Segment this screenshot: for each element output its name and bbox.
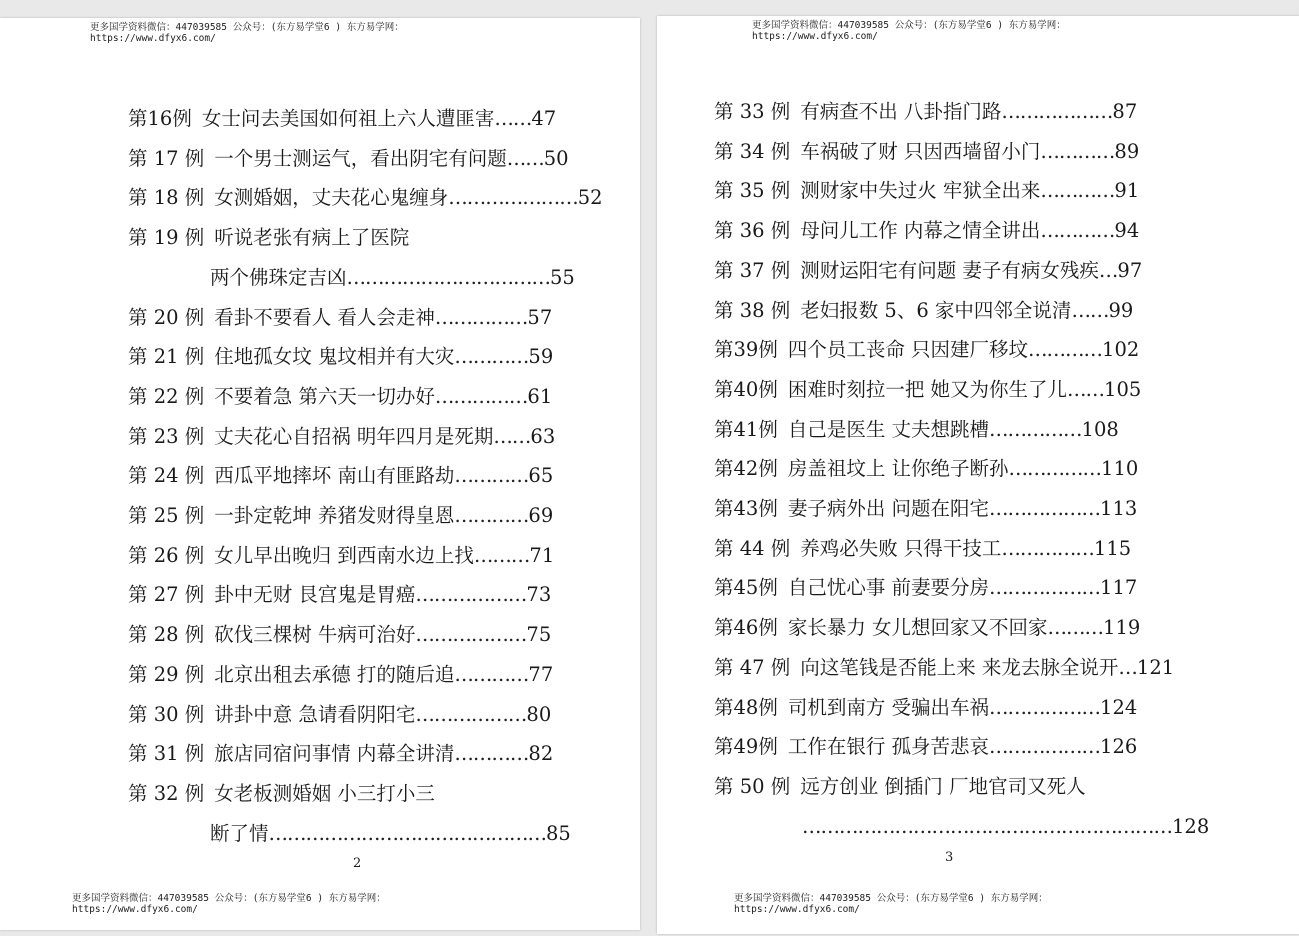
entry-number: 第42例 xyxy=(714,457,778,481)
header-line-1: 更多国学资料微信：447039585 公众号：(东方易学堂6 ) 东方易学网： xyxy=(752,20,1066,31)
leader-dots: ………… xyxy=(1040,139,1115,163)
entry-title: 困难时刻拉一把 她又为你生了儿 xyxy=(787,377,1068,401)
entry-title: 女测婚姻，丈夫花心鬼缠身 xyxy=(214,186,449,210)
leader-dots: …………… xyxy=(434,384,528,408)
leader-dots: …… xyxy=(1067,377,1105,401)
entry-title: 女士问去美国如何祖上六人遭匪害 xyxy=(201,107,495,130)
toc-entry xyxy=(714,418,1177,442)
header-line-2: https://www.dfyx6.com/ xyxy=(752,31,878,42)
toc-entry xyxy=(714,656,1177,680)
entry-title: 测财运阳宅有问题 妻子有病女残疾 xyxy=(800,258,1099,282)
entry-page: 65 xyxy=(528,464,554,488)
entry-title: 母问儿工作 内幕之情全讲出 xyxy=(800,219,1041,243)
entry-page: 94 xyxy=(1114,219,1140,243)
page-header xyxy=(90,22,404,44)
toc-entry xyxy=(714,299,1177,323)
leader-dots: …………… xyxy=(1001,536,1094,560)
entry-title: 断了情 xyxy=(210,821,269,845)
leader-dots: … xyxy=(1098,258,1118,282)
entry-title: 向这笔钱是否能上来 来龙去脉全说开 xyxy=(800,655,1119,679)
leader-dots: ……………… xyxy=(1001,100,1113,123)
leader-dots: …………… xyxy=(1008,457,1102,481)
entry-number: 第 29 例 xyxy=(128,662,205,686)
entry-number: 第 36 例 xyxy=(714,219,791,243)
entry-page: 110 xyxy=(1101,457,1139,481)
entry-title: 卦中无财 艮宫鬼是胃癌 xyxy=(214,583,416,607)
toc-entry xyxy=(714,576,1177,600)
entry-title: 妻子病外出 问题在阳宅 xyxy=(787,497,990,520)
toc-entry xyxy=(714,537,1177,561)
entry-number: 第 18 例 xyxy=(128,186,205,210)
entry-page: 117 xyxy=(1100,576,1138,600)
entry-number: 第43例 xyxy=(714,497,778,520)
entry-page: 102 xyxy=(1102,338,1140,362)
entry-title: 女老板测婚姻 小三打小三 xyxy=(214,781,435,805)
entry-title: 西瓜平地摔坏 南山有匪路劫 xyxy=(214,464,455,488)
entry-page: 113 xyxy=(1100,497,1138,520)
leader-dots: …… xyxy=(493,424,531,448)
right-page xyxy=(657,16,1299,934)
entry-title: 住地孤女坟 鬼坟相并有大灾 xyxy=(214,345,455,369)
footer-line-2: https://www.dfyx6.com/ xyxy=(72,904,198,915)
entry-page: 71 xyxy=(529,543,555,567)
entry-number: 第 37 例 xyxy=(714,258,791,282)
entry-page: 85 xyxy=(546,821,571,845)
entry-page: 121 xyxy=(1136,655,1175,679)
leader-dots: …………………………… xyxy=(346,265,551,289)
toc-entry xyxy=(714,100,1177,124)
toc-entry xyxy=(128,703,590,727)
entry-page: 108 xyxy=(1081,417,1119,441)
toc-entry xyxy=(128,663,590,687)
leader-dots: ………… xyxy=(454,504,529,527)
toc-entry xyxy=(714,735,1177,759)
leader-dots: ……………………………………… xyxy=(268,821,547,845)
leader-dots: ……………… xyxy=(989,576,1101,600)
entry-page: 52 xyxy=(577,186,603,210)
toc-entry xyxy=(714,338,1177,362)
toc-entry xyxy=(128,464,590,488)
entry-number: 第 38 例 xyxy=(714,298,791,322)
entry-number: 第46例 xyxy=(714,616,778,640)
leader-dots: ………… xyxy=(1040,179,1115,203)
entry-number: 第41例 xyxy=(714,417,778,441)
entry-page: 126 xyxy=(1100,735,1138,759)
footer-line-1: 更多国学资料微信：447039585 公众号：(东方易学堂6 ) 东方易学网： xyxy=(734,893,1048,904)
entry-page: 128 xyxy=(1172,814,1210,838)
page-header xyxy=(752,20,1066,42)
entry-page: 124 xyxy=(1100,695,1138,719)
entry-title: 自己是医生 丈夫想跳槽 xyxy=(787,417,990,441)
header-line-1: 更多国学资料微信：447039585 公众号：(东方易学堂6 ) 东方易学网： xyxy=(90,22,404,33)
leader-dots: ……… xyxy=(1047,616,1104,640)
entry-number: 第 31 例 xyxy=(128,742,205,766)
toc-entry xyxy=(128,186,603,210)
entry-title: 旅店同宿问事情 内幕全讲清 xyxy=(214,742,455,766)
leader-dots: ………… xyxy=(1040,219,1115,243)
entry-page: 89 xyxy=(1114,139,1140,163)
entry-title: 老妇报数 5、6 家中四邻全说清 xyxy=(800,298,1072,322)
toc-entry xyxy=(128,425,590,449)
entry-title: 两个佛珠定吉凶 xyxy=(210,265,347,289)
entry-title: 一个男士测运气，看出阴宅有问题 xyxy=(214,146,507,170)
toc-entry xyxy=(714,457,1177,481)
entry-number: 第 26 例 xyxy=(128,543,205,567)
entry-title: 车祸破了财 只因西墙留小门 xyxy=(800,139,1041,163)
toc-entry xyxy=(128,107,590,131)
entry-title: 不要着急 第六天一切办好 xyxy=(214,384,435,408)
entry-number: 第 25 例 xyxy=(128,504,205,527)
entry-number: 第 32 例 xyxy=(128,781,205,805)
leader-dots: ………………… xyxy=(448,186,578,210)
entry-page: 61 xyxy=(527,384,553,408)
entry-page: 77 xyxy=(528,662,554,686)
toc-entry xyxy=(714,497,1177,521)
entry-number: 第 33 例 xyxy=(714,100,791,123)
toc-entry xyxy=(714,696,1177,720)
entry-title: 听说老张有病上了医院 xyxy=(214,226,410,250)
toc-entry xyxy=(714,616,1177,640)
toc-entry xyxy=(714,775,1177,799)
page-footer xyxy=(72,893,386,915)
entry-page: 99 xyxy=(1108,298,1134,322)
entry-title: 测财家中失过火 牢狱全出来 xyxy=(800,179,1041,203)
entry-page: 105 xyxy=(1104,377,1142,401)
toc-entry xyxy=(128,623,590,647)
leader-dots: ………… xyxy=(454,345,529,369)
entry-page: 97 xyxy=(1117,258,1143,282)
entry-title: 养鸡必失败 只得干技工 xyxy=(800,536,1002,560)
toc-entry xyxy=(128,385,590,409)
entry-title: 四个员工丧命 只因建厂移坟 xyxy=(787,338,1029,362)
toc-entry xyxy=(210,822,590,846)
leader-dots: …………… xyxy=(434,305,528,329)
entry-page: 87 xyxy=(1112,100,1138,123)
entry-title: 家长暴力 女儿想回家又不回家 xyxy=(787,616,1048,640)
leader-dots: …… xyxy=(506,146,544,170)
toc-entry xyxy=(802,814,1210,839)
entry-title: 工作在银行 孤身苦悲哀 xyxy=(787,735,990,759)
entry-title: 丈夫花心自招祸 明年四月是死期 xyxy=(214,424,494,448)
entry-number: 第 47 例 xyxy=(714,655,791,679)
leader-dots: … xyxy=(1118,655,1137,679)
entry-title: 讲卦中意 急请看阴阳宅 xyxy=(214,702,416,726)
leader-dots: ………… xyxy=(1028,338,1103,362)
leader-dots: ……………… xyxy=(415,702,527,726)
entry-page: 50 xyxy=(543,146,569,170)
entry-number: 第16例 xyxy=(128,107,192,130)
header-line-2: https://www.dfyx6.com/ xyxy=(90,33,216,44)
entry-page: 69 xyxy=(528,504,554,527)
toc-entry xyxy=(128,782,590,806)
toc-entry xyxy=(714,140,1177,164)
entry-number: 第 24 例 xyxy=(128,464,205,488)
entry-number: 第 34 例 xyxy=(714,139,791,163)
entry-page: 115 xyxy=(1093,536,1132,560)
entry-number: 第 44 例 xyxy=(714,536,791,560)
leader-dots: ……………… xyxy=(989,497,1101,520)
toc-entry xyxy=(128,345,590,369)
entry-page: 82 xyxy=(528,742,554,766)
entry-number: 第 17 例 xyxy=(128,146,205,170)
entry-title: 北京出租去承德 打的随后追 xyxy=(214,662,455,686)
entry-number: 第 23 例 xyxy=(128,424,205,448)
footer-line-1: 更多国学资料微信：447039585 公众号：(东方易学堂6 ) 东方易学网： xyxy=(72,893,386,904)
leader-dots: …………… xyxy=(989,417,1082,441)
entry-number: 第 27 例 xyxy=(128,583,205,607)
toc-entry xyxy=(128,226,590,250)
leader-dots: …… xyxy=(1071,298,1109,322)
entry-number: 第 19 例 xyxy=(128,226,205,250)
toc-entry xyxy=(128,504,590,528)
entry-title: 远方创业 倒插门 厂地官司又死人 xyxy=(800,774,1086,798)
entry-page: 55 xyxy=(550,265,575,289)
leader-dots: ………… xyxy=(454,662,529,686)
entry-number: 第 50 例 xyxy=(714,774,791,798)
entry-page: 119 xyxy=(1103,616,1141,640)
entry-number: 第 30 例 xyxy=(128,702,205,726)
entry-number: 第45例 xyxy=(714,576,778,600)
page-number: 2 xyxy=(353,856,362,871)
entry-number: 第39例 xyxy=(714,338,778,362)
toc-entry xyxy=(714,259,1177,283)
left-page xyxy=(0,18,640,930)
leader-dots: ………… xyxy=(454,742,529,766)
entry-title: 自己忧心事 前妻要分房 xyxy=(787,576,990,600)
entry-page: 75 xyxy=(526,623,552,647)
entry-title: 女儿早出晚归 到西南水边上找 xyxy=(214,543,474,567)
toc-entry xyxy=(128,742,590,766)
entry-page: 91 xyxy=(1114,179,1140,203)
leader-dots: …………………………………………………… xyxy=(802,814,1172,838)
leader-dots: ………… xyxy=(454,464,529,488)
entry-number: 第48例 xyxy=(714,695,778,719)
toc-entry xyxy=(128,147,590,171)
entry-page: 73 xyxy=(526,583,552,607)
footer-line-2: https://www.dfyx6.com/ xyxy=(734,904,860,915)
leader-dots: ……………… xyxy=(989,735,1101,759)
entry-title: 房盖祖坟上 让你绝子断孙 xyxy=(787,457,1009,481)
page-footer xyxy=(734,893,1048,915)
entry-page: 80 xyxy=(526,702,552,726)
entry-number: 第 28 例 xyxy=(128,623,205,647)
entry-title: 司机到南方 受骗出车祸 xyxy=(787,695,990,719)
toc-entry xyxy=(714,219,1177,243)
toc-entry xyxy=(714,378,1177,402)
entry-page: 63 xyxy=(530,424,556,448)
toc-entry xyxy=(714,179,1177,203)
toc-entry xyxy=(128,306,590,330)
entry-number: 第 35 例 xyxy=(714,179,791,203)
leader-dots: ……………… xyxy=(415,583,527,607)
entry-title: 一卦定乾坤 养猪发财得皇恩 xyxy=(214,504,455,527)
entry-number: 第 20 例 xyxy=(128,305,205,329)
entry-title: 有病查不出 八卦指门路 xyxy=(800,100,1002,123)
entry-page: 57 xyxy=(527,305,553,329)
entry-number: 第 22 例 xyxy=(128,384,205,408)
leader-dots: ……………… xyxy=(415,623,527,647)
entry-title: 看卦不要看人 看人会走神 xyxy=(214,305,435,329)
leader-dots: ……… xyxy=(473,543,530,567)
page-number: 3 xyxy=(945,850,954,865)
entry-page: 59 xyxy=(528,345,554,369)
leader-dots: ……………… xyxy=(989,695,1101,719)
entry-number: 第40例 xyxy=(714,377,778,401)
toc-entry xyxy=(128,583,590,607)
entry-number: 第49例 xyxy=(714,735,778,759)
entry-page: 47 xyxy=(531,107,557,130)
entry-number: 第 21 例 xyxy=(128,345,205,369)
toc-entry xyxy=(128,544,590,568)
entry-title: 砍伐三棵树 牛病可治好 xyxy=(214,623,416,647)
leader-dots: …… xyxy=(494,107,532,130)
toc-entry xyxy=(210,266,590,290)
